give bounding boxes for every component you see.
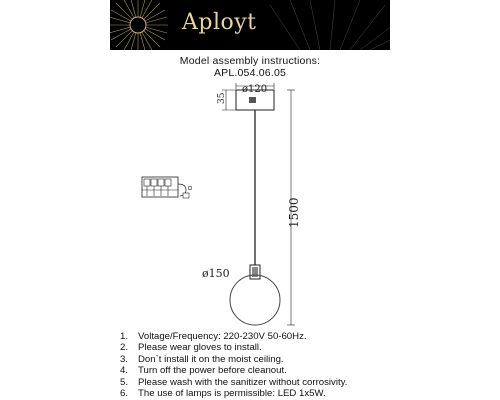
- terminal-block-diagram: [142, 177, 192, 198]
- assembly-drawing: [120, 78, 380, 328]
- brand-logo-text: Aployt: [182, 10, 257, 35]
- document-title: Model assembly instructions:: [179, 55, 321, 67]
- list-item: 4. Turn off the power before cleanout.: [120, 365, 287, 377]
- list-item: 3. Don`t install it on the moist ceiling.: [120, 353, 284, 365]
- model-number: APL.054.06.05: [213, 67, 287, 79]
- canopy-screw: [249, 97, 256, 103]
- list-item: 5. Please wash with the sanitizer without corrosivity.: [120, 376, 348, 388]
- brand-banner: [110, 0, 390, 50]
- list-item: 1. Voltage/Frequency: 220-230V 50-60Hz.: [120, 331, 307, 342]
- instruction-list: [120, 331, 347, 399]
- list-item: 6. The use of lamps is permissible: LED 1x5W.: [120, 388, 326, 400]
- glass-globe: [230, 275, 280, 325]
- canopy-height-label: 35: [217, 92, 227, 104]
- list-item: 2. Please wear gloves to install.: [120, 342, 262, 354]
- shade-diameter-label: ø150: [202, 267, 230, 280]
- total-height-label: 1500: [287, 197, 301, 228]
- canopy-diameter-label: ø120: [242, 84, 268, 95]
